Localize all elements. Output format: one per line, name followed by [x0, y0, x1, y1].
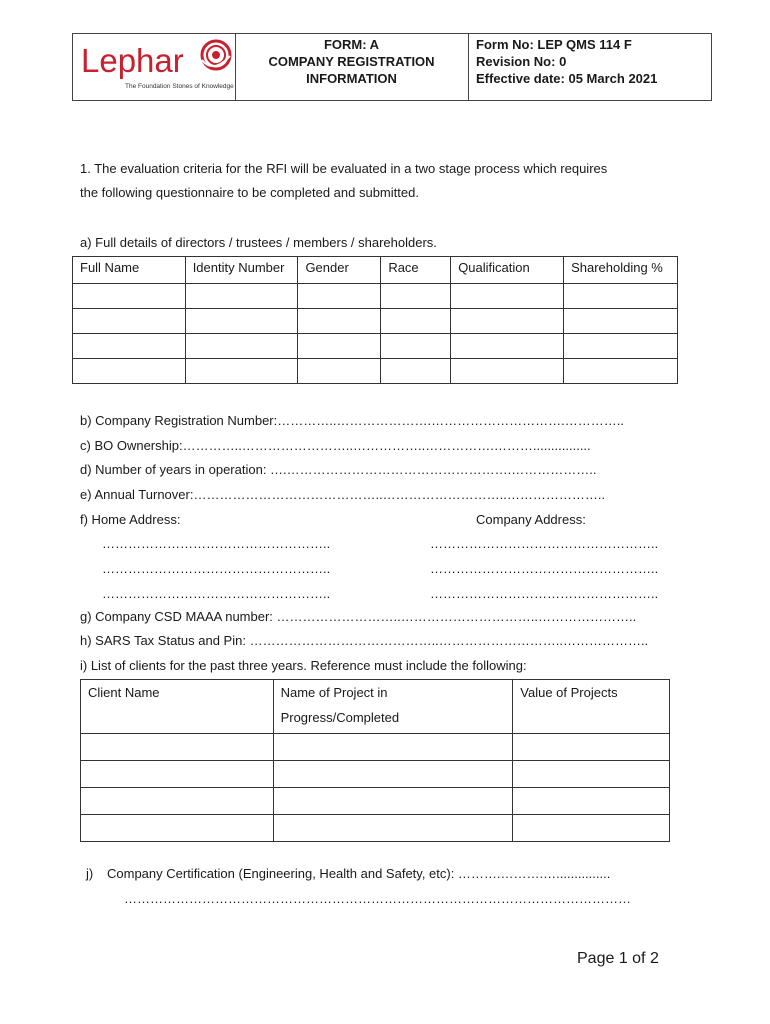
- table-cell[interactable]: [81, 815, 274, 842]
- table-cell[interactable]: [273, 761, 513, 788]
- table-cell[interactable]: [73, 334, 186, 359]
- years-in-operation-field[interactable]: d) Number of years in operation: ….…………………………………………….………………..: [80, 462, 597, 477]
- table-cell[interactable]: [513, 788, 670, 815]
- lephar-logo: [73, 34, 235, 100]
- table-cell[interactable]: [381, 359, 451, 384]
- table-cell[interactable]: [273, 815, 513, 842]
- home-address-line[interactable]: ……………………………………………..: [102, 536, 331, 551]
- col-race: Race: [381, 257, 451, 284]
- table-cell[interactable]: [451, 359, 564, 384]
- table-cell[interactable]: [81, 734, 274, 761]
- home-address-line[interactable]: ……………………………………………..: [102, 586, 331, 601]
- table-row: [81, 734, 670, 761]
- form-title: [235, 34, 469, 100]
- home-address-label: f) Home Address:: [80, 512, 181, 527]
- table-row: [81, 761, 670, 788]
- table-cell[interactable]: [564, 284, 678, 309]
- col-shareholding: Shareholding %: [564, 257, 678, 284]
- table-cell[interactable]: [513, 761, 670, 788]
- form-header: [72, 33, 712, 101]
- col-qualification: Qualification: [451, 257, 564, 284]
- table-cell[interactable]: [564, 334, 678, 359]
- form-title-line: FORM: A: [323, 37, 380, 52]
- table-cell[interactable]: [298, 309, 381, 334]
- table-cell[interactable]: [273, 734, 513, 761]
- directors-table: [72, 256, 678, 384]
- table-cell[interactable]: [73, 309, 186, 334]
- col-identity-number: Identity Number: [185, 257, 298, 284]
- company-certification-line[interactable]: ………………………………………………………………………………………………………: [124, 891, 631, 906]
- table-cell[interactable]: [451, 309, 564, 334]
- bo-ownership-field[interactable]: c) BO Ownership:…………..……………………..……………..…………….………................: [80, 438, 591, 453]
- table-cell[interactable]: [81, 788, 274, 815]
- table-cell[interactable]: [185, 309, 298, 334]
- home-address-line[interactable]: ……………………………………………..: [102, 561, 331, 576]
- table-cell[interactable]: [564, 359, 678, 384]
- table-cell[interactable]: [513, 734, 670, 761]
- table-header-row: [81, 680, 670, 734]
- company-address-line[interactable]: ……………………………………………..: [430, 536, 659, 551]
- table-cell[interactable]: [73, 284, 186, 309]
- revision-number: Revision No: 0: [476, 54, 567, 69]
- table-cell[interactable]: [381, 284, 451, 309]
- table-cell[interactable]: [381, 309, 451, 334]
- table-row: [73, 309, 678, 334]
- csd-number-field[interactable]: g) Company CSD MAAA number: ………………………..…………………………..…………………..: [80, 609, 637, 624]
- table-row: [81, 788, 670, 815]
- table-cell[interactable]: [185, 359, 298, 384]
- table-cell[interactable]: [185, 334, 298, 359]
- table-cell[interactable]: [381, 334, 451, 359]
- table-cell[interactable]: [298, 334, 381, 359]
- col-client-name: Client Name: [81, 680, 274, 734]
- col-project-name-line: Name of Project in: [280, 685, 388, 700]
- company-registration-field[interactable]: b) Company Registration Number:…………..………………….………………………….…………..: [80, 413, 624, 428]
- table-row: [73, 334, 678, 359]
- col-project-name: [273, 680, 513, 734]
- col-project-name-line: Progress/Completed: [280, 710, 400, 725]
- table-cell[interactable]: [273, 788, 513, 815]
- company-address-line[interactable]: ……………………………………………..: [430, 561, 659, 576]
- form-number: Form No: LEP QMS 114 F: [476, 37, 632, 52]
- table-row: [73, 359, 678, 384]
- company-address-line[interactable]: ……………………………………………..: [430, 586, 659, 601]
- company-certification-field[interactable]: Company Certification (Engineering, Health and Safety, etc): ……….……….…...............: [107, 866, 611, 881]
- logo-wordmark: Lephar: [81, 42, 184, 79]
- col-full-name: Full Name: [73, 257, 186, 284]
- section-j-label: j): [86, 866, 94, 881]
- clients-table: [80, 679, 670, 842]
- table-cell[interactable]: [73, 359, 186, 384]
- sars-tax-field[interactable]: h) SARS Tax Status and Pin: ……………………………………..………………………..………………..: [80, 633, 649, 648]
- table-cell[interactable]: [298, 359, 381, 384]
- table-cell[interactable]: [564, 309, 678, 334]
- table-cell[interactable]: [298, 284, 381, 309]
- intro-line-2: the following questionnaire to be completed and submitted.: [80, 185, 419, 200]
- table-cell[interactable]: [451, 284, 564, 309]
- logo-swirl-icon: [202, 41, 230, 69]
- page-number: Page 1 of 2: [577, 950, 659, 967]
- table-cell[interactable]: [451, 334, 564, 359]
- annual-turnover-field[interactable]: e) Annual Turnover:……………………………………..………………………..…………………..: [80, 487, 606, 502]
- section-a-label: a) Full details of directors / trustees / members / shareholders.: [80, 235, 437, 250]
- table-row: [81, 815, 670, 842]
- logo-tagline: The Foundation Stones of Knowledge: [125, 83, 234, 90]
- table-header-row: [73, 257, 678, 284]
- col-gender: Gender: [298, 257, 381, 284]
- table-cell[interactable]: [81, 761, 274, 788]
- clients-list-label: i) List of clients for the past three years. Reference must include the following:: [80, 658, 527, 673]
- form-title-line: COMPANY REGISTRATION: [268, 54, 435, 69]
- company-address-label: Company Address:: [476, 512, 586, 527]
- logo-cell: [73, 34, 236, 100]
- form-title-line: INFORMATION: [306, 71, 397, 86]
- table-cell[interactable]: [185, 284, 298, 309]
- col-project-value: Value of Projects: [513, 680, 670, 734]
- table-row: [73, 284, 678, 309]
- intro-line-1: 1. The evaluation criteria for the RFI will be evaluated in a two stage process which requires: [80, 161, 608, 176]
- form-meta: [470, 34, 710, 100]
- effective-date: Effective date: 05 March 2021: [476, 71, 658, 86]
- table-cell[interactable]: [513, 815, 670, 842]
